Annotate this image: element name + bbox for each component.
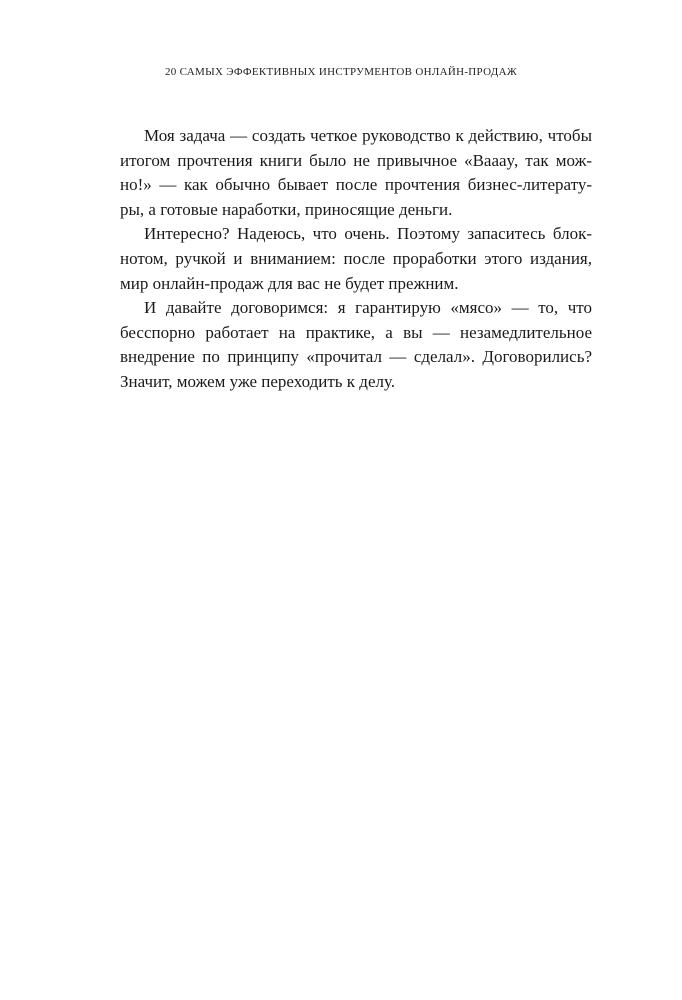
paragraph-3 xyxy=(120,296,592,394)
text-line: но!» — как обычно бывает после прочтения бизнес-литерату- xyxy=(120,175,592,195)
text-line: ры, а готовые наработки, приносящие деньги. xyxy=(120,199,453,219)
text-line: Моя задача — создать четкое руководство к действию, чтобы xyxy=(144,126,592,145)
text-line: нотом, ручкой и вниманием: после проработки этого издания, xyxy=(120,248,592,268)
text-line: итогом прочтения книги было не привычное «Ваааy, так мож- xyxy=(120,150,592,170)
paragraph-2 xyxy=(120,222,592,296)
text-line: Интересно? Надеюсь, что очень. Поэтому запаситесь блок- xyxy=(144,224,592,244)
text-line: И давайте договоримся: я гарантирую «мясо» — то, что xyxy=(144,298,592,318)
text-line: бесспорно работает на практике, а вы — незамедлительное xyxy=(120,322,592,342)
text-line: Значит, можем уже переходить к делу. xyxy=(120,371,396,391)
paragraph-1 xyxy=(120,124,592,222)
running-header: 20 САМЫХ ЭФФЕКТИВНЫХ ИНСТРУМЕНТОВ ОНЛАЙН-ПРОДАЖ xyxy=(165,66,517,78)
text-line: мир онлайн-продаж для вас не будет прежним. xyxy=(120,273,459,293)
text-line: внедрение по принципу «прочитал — сделал». Договорились? xyxy=(120,347,592,367)
page-body xyxy=(120,124,592,395)
